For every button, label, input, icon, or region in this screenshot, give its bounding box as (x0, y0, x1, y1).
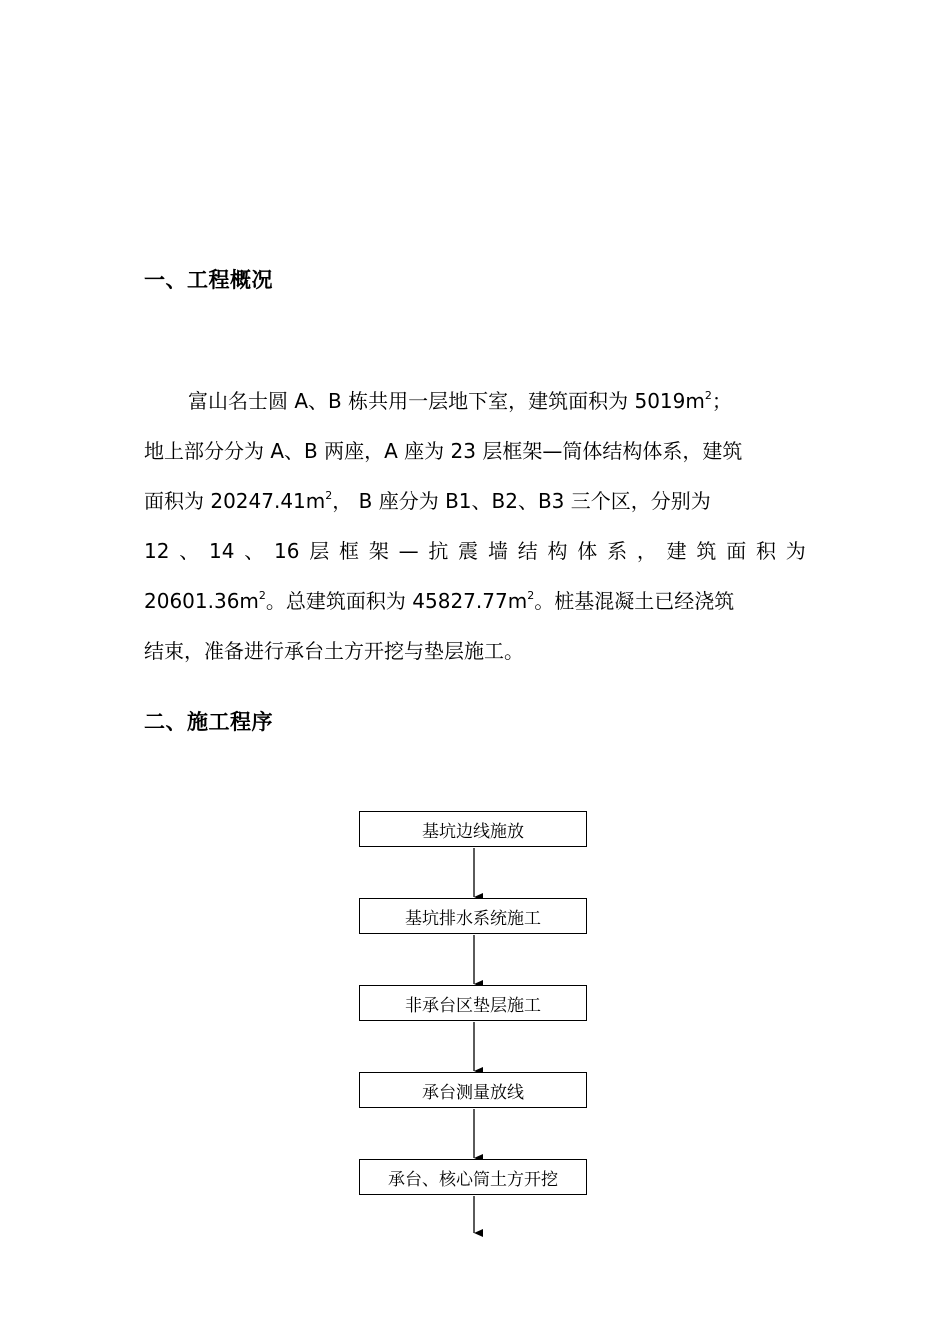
justified-word: 层 (309, 539, 330, 563)
justified-word: 14 (209, 539, 235, 563)
flow-step-2: 基坑排水系统施工 (359, 898, 587, 934)
justified-word: 筑 (696, 539, 717, 563)
justified-word: 框 (339, 539, 360, 563)
section-heading-procedure: 二、施工程序 (144, 710, 273, 734)
flow-step-4: 承台测量放线 (359, 1072, 587, 1108)
justified-word: 建 (666, 539, 687, 563)
section-heading-overview: 一、工程概况 (144, 268, 273, 292)
justified-word: 架 (368, 539, 389, 563)
justified-word: 、 (244, 539, 265, 563)
justified-word: 积 (755, 539, 776, 563)
flow-step-5: 承台、核心筒土方开挖 (359, 1159, 587, 1195)
paragraph-line: 面积为 $20247.41m^2$， B 座分为 B1、B2、B3 三个区，分别为 (144, 489, 711, 513)
paragraph-line: 地上部分分为 A、B 两座，A 座为 23 层框架—筒体结构体系，建筑 (144, 439, 743, 463)
justified-word: 构 (547, 539, 568, 563)
flow-step-1: 基坑边线施放 (359, 811, 587, 847)
paragraph-line: $20601.36m^2$。总建筑面积为 $45827.77m^2$。桩基混凝土已经浇筑 (144, 589, 735, 613)
justified-word: 12 (144, 539, 170, 563)
justified-word: 系 (607, 539, 628, 563)
justified-word: 体 (577, 539, 598, 563)
justified-word: ， (636, 539, 657, 563)
flow-step-3: 非承台区垫层施工 (359, 985, 587, 1021)
justified-word: 震 (458, 539, 479, 563)
paragraph-line: 结束，准备进行承台土方开挖与垫层施工。 (144, 639, 524, 663)
justified-word: 墙 (487, 539, 508, 563)
justified-word: — (398, 539, 419, 563)
justified-word: 抗 (428, 539, 449, 563)
justified-word: 、 (179, 539, 200, 563)
justified-word: 16 (274, 539, 300, 563)
justified-word: 面 (726, 539, 747, 563)
justified-word: 为 (785, 539, 806, 563)
paragraph-line: 富山名士圆 A、B 栋共用一层地下室，建筑面积为 $5019m^2$； (188, 389, 732, 413)
justified-word: 结 (517, 539, 538, 563)
